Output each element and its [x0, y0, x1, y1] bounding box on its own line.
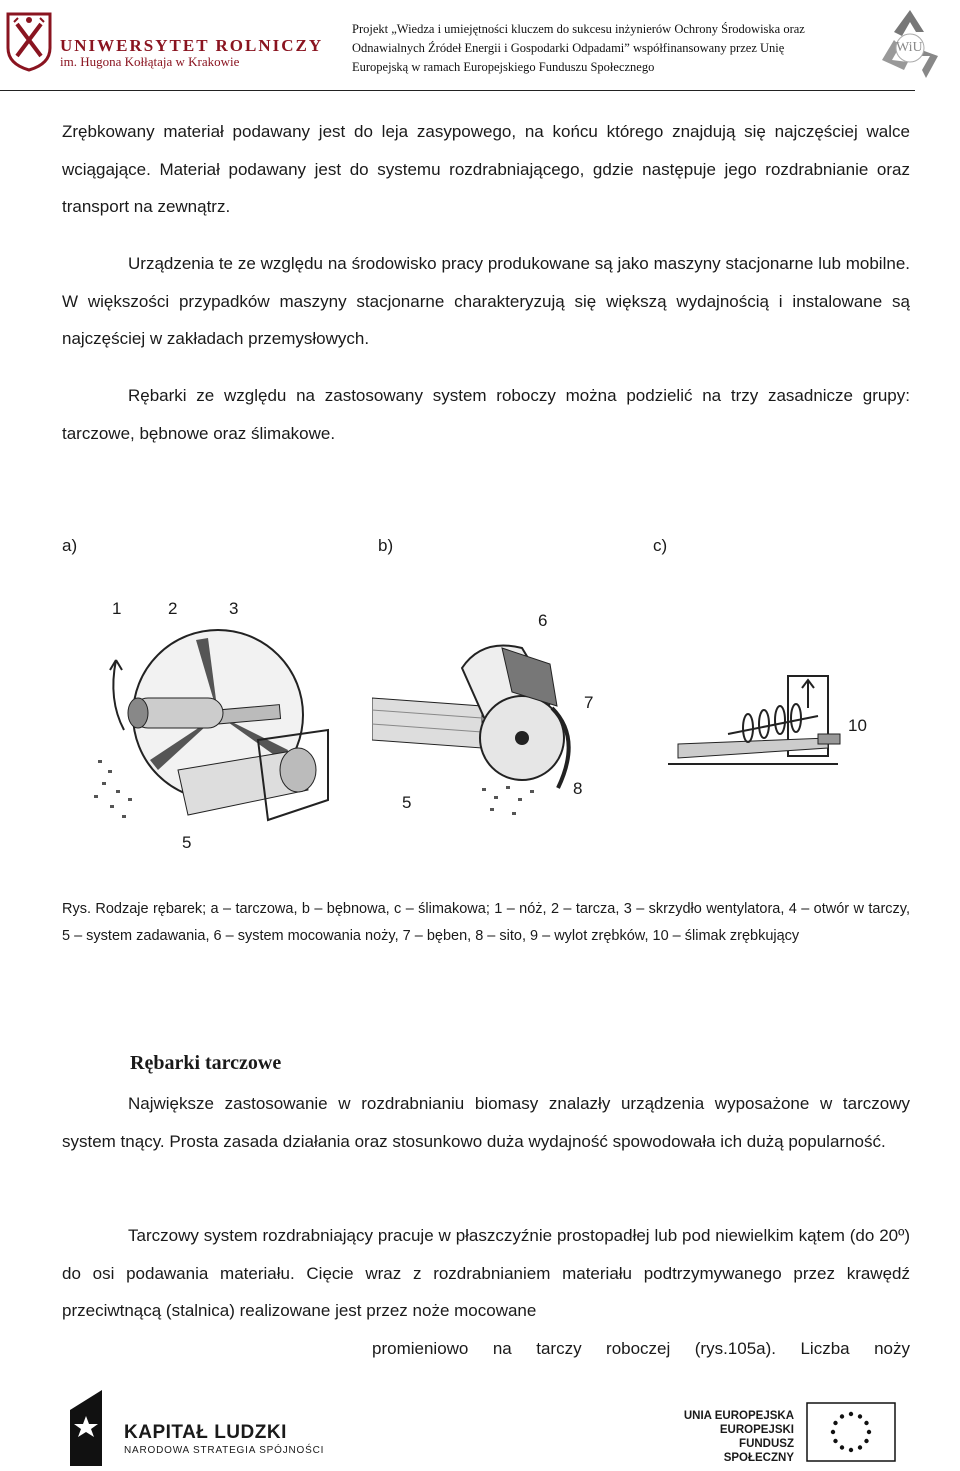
kapital-ludzki-title: KAPITAŁ LUDZKI	[124, 1422, 287, 1443]
university-subtitle: im. Hugona Kołłątaja w Krakowie	[60, 54, 240, 69]
project-line-3: Europejską w ramach Europejskiego Funduszu Społecznego	[352, 60, 655, 74]
disc-chipper-drawing	[88, 620, 348, 850]
callout-3: 3	[229, 599, 239, 618]
project-line-2: Odnawialnych Źródeł Energii i Gospodarki Odpadami” współfinansowany przez Unię	[352, 41, 785, 55]
paragraph-3: Rębarki ze względu na zastosowany system roboczy można podzielić na trzy zasadnicze grupy: tarczowe, bębnowe oraz ślimakowe.	[62, 386, 910, 443]
paragraph-5: Tarczowy system rozdrabniający pracuje w płaszczyźnie prostopadłej lub pod niewielkim kątem (do 20º) do osi podawania materiału. Cięcie wraz z rozdrabnianiem materiału podtrzymywanego przez krawędź przeciwtnącą (stalnica) realizowane jest przez noże mocowane	[62, 1226, 910, 1320]
callout-6: 6	[538, 611, 548, 630]
drum-chipper-drawing	[372, 628, 604, 828]
figure-label-c: c)	[653, 536, 668, 555]
university-name: UNIWERSYTET ROLNICZY	[60, 36, 324, 55]
callout-1: 1	[112, 599, 122, 618]
callout-5-drum: 5	[402, 793, 412, 812]
crest-icon	[4, 8, 54, 72]
header-divider	[0, 90, 915, 91]
project-line-1: Projekt „Wiedza i umiejętności kluczem do sukcesu inżynierów Ochrony Środowiska oraz	[352, 22, 805, 36]
screw-chipper-drawing	[668, 668, 848, 776]
project-description	[352, 20, 805, 77]
figure-label-b: b)	[378, 536, 394, 555]
section-title: Rębarki tarczowe	[130, 1052, 282, 1074]
wiu-label: WiU	[896, 40, 923, 55]
figure-label-a: a)	[62, 536, 78, 555]
callout-7: 7	[584, 693, 594, 712]
eu-flag	[806, 1402, 896, 1462]
kapital-ludzki-subtitle: NARODOWA STRATEGIA SPÓJNOŚCI	[124, 1445, 325, 1456]
eu-flag-icon	[806, 1402, 896, 1462]
eu-line-1: UNIA EUROPEJSKA	[683, 1410, 794, 1422]
callout-10: 10	[848, 716, 867, 735]
eu-fund-text	[672, 1409, 794, 1465]
eu-line-2: EUROPEJSKI	[719, 1424, 794, 1436]
kapital-ludzki-icon	[62, 1390, 106, 1466]
eu-line-3: FUNDUSZ SPOŁECZNY	[723, 1438, 794, 1464]
callout-8: 8	[573, 779, 583, 798]
kapital-ludzki-logo	[62, 1390, 106, 1466]
callout-2: 2	[168, 599, 178, 618]
paragraph-1: Zrębkowany materiał podawany jest do leja zasypowego, na końcu którego znajdują się najczęściej walce wciągające. Materiał podawany jest do systemu rozdrabniającego, gdzie następuje jego rozdrabnianie oraz transport na zewnątrz.	[62, 122, 910, 216]
university-crest	[4, 8, 54, 72]
wiu-logo	[872, 4, 948, 84]
paragraph-5-last-line: promieniowo na tarczy roboczej (rys.105a). Liczba noży	[372, 1339, 910, 1358]
paragraph-4: Największe zastosowanie w rozdrabnianiu biomasy znalazły urządzenia wyposażone w tarczowy system tnący. Prosta zasada działania oraz stosunkowo duża wydajność spowodowała ich dużą popularność.	[62, 1094, 910, 1151]
paragraph-2: Urządzenia te ze względu na środowisko pracy produkowane są jako maszyny stacjonarne lub mobilne. W większości przypadków maszyny stacjonarne charakteryzują się większą wydajnością i instalowane są najczęściej w zakładach przemysłowych.	[62, 254, 910, 348]
callout-5-disc: 5	[182, 833, 192, 852]
figure-caption: Rys. Rodzaje rębarek; a – tarczowa, b – bębnowa, c – ślimakowa; 1 – nóż, 2 – tarcza, 3 – skrzydło wentylatora, 4 – otwór w tarczy, 5 – system zadawania, 6 – system mocowania noży, 7 – bęben, 8 – sito, 9 – wylot zrębków, 10 – ślimak zrębkujący	[62, 901, 910, 944]
